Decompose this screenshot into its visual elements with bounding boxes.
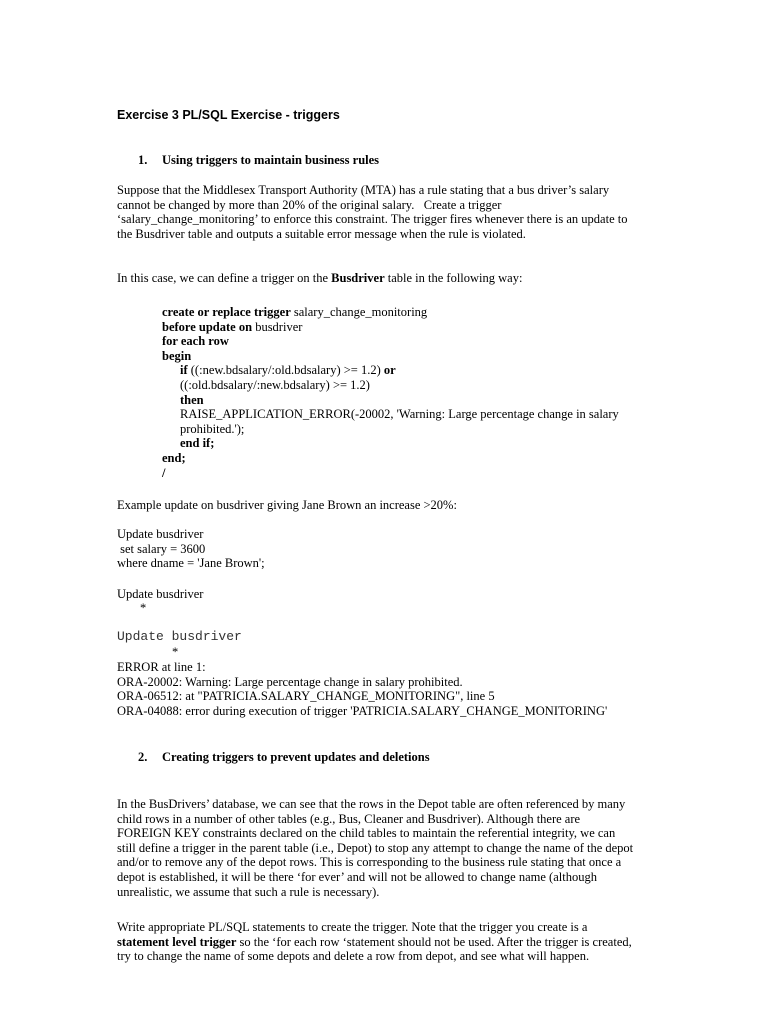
code-line-11: [162, 451, 186, 466]
sqlplus-error-pointer: *: [172, 645, 179, 659]
paragraph-line: the Busdriver table and outputs a suitable error message when the rule is violated.: [117, 226, 526, 241]
paragraph-line: still define a trigger in the parent table (i.e., Depot) to stop any attempt to change the name of the depot: [117, 840, 634, 855]
code-keyword: before update on: [162, 319, 253, 334]
code-line-10: [180, 436, 214, 451]
code-keyword: end;: [162, 451, 186, 465]
update-line-1: Update busdriver: [117, 527, 204, 541]
code-line-1: [162, 305, 427, 320]
paragraph-line: try to change the name of some depots and delete a row from depot, and see what will happen.: [117, 949, 590, 964]
paragraph-line: ‘salary_change_monitoring’ to enforce this constraint. The trigger fires whenever there is an update to: [117, 212, 628, 227]
sqlplus-echo-line: Update busdriver: [117, 629, 242, 644]
code-line-4: [162, 349, 191, 364]
code-line-2: [162, 320, 302, 335]
paragraph-line: Suppose that the Middlesex Transport Authority (MTA) has a rule stating that a bus driver’s salary: [117, 183, 610, 197]
code-keyword: then: [180, 392, 204, 407]
error-line-3: ORA-06512: at "PATRICIA.SALARY_CHANGE_MONITORING", line 5: [117, 689, 495, 704]
paragraph-line: unrealistic, we assume that such a rule is necessary).: [117, 884, 380, 899]
code-line-12: [162, 466, 165, 481]
paragraph-line: FOREIGN KEY constraints declared on the child tables to maintain the referential integrity, we can: [117, 826, 616, 841]
example-label: Example update on busdriver giving Jane Brown an increase >20%:: [117, 498, 457, 512]
paragraph-line: Write appropriate PL/SQL statements to create the trigger. Note that the trigger you create is a: [117, 920, 588, 934]
update-line-2: set salary = 3600: [117, 541, 206, 556]
intro-table-name: Busdriver: [331, 271, 385, 285]
code-keyword: for each row: [162, 334, 229, 349]
paragraph-line: child rows in a number of other tables (e.g., Bus, Cleaner and Busdriver). Although there are: [117, 811, 581, 826]
code-text: ((:old.bdsalary/:new.bdsalary) >= 1.2): [180, 378, 370, 392]
code-keyword: end if;: [180, 436, 215, 451]
trigger-intro: [117, 271, 522, 286]
paragraph-line: cannot be changed by more than 20% of the original salary. Create a trigger: [117, 197, 502, 212]
section-1-heading: Using triggers to maintain business rules: [162, 153, 380, 167]
code-text: ((:new.bdsalary/:old.bdsalary) >= 1.2): [187, 363, 384, 378]
code-keyword: /: [162, 465, 166, 480]
code-text: RAISE_APPLICATION_ERROR(-20002, 'Warning: Large percentage change in salary: [180, 407, 619, 422]
code-keyword: begin: [162, 348, 192, 363]
paragraph-line: and/or to remove any of the depot rows. This is corresponding to the business rule stating that once a: [117, 855, 622, 870]
section-2-heading: Creating triggers to prevent updates and deletions: [162, 750, 430, 764]
code-line-9: [180, 422, 244, 437]
error-line-2: ORA-20002: Warning: Large percentage change in salary prohibited.: [117, 674, 463, 689]
code-text: prohibited.');: [180, 421, 245, 436]
code-line-6: [180, 378, 370, 393]
document-title: Exercise 3 PL/SQL Exercise - triggers: [117, 108, 340, 122]
paragraph-line: In the BusDrivers’ database, we can see that the rows in the Depot table are often referenced by many: [117, 797, 626, 811]
code-line-5: [180, 363, 396, 378]
intro-text: In this case, we can define a trigger on the: [117, 271, 332, 285]
section-1-paragraph: [117, 183, 653, 241]
code-line-7: [180, 393, 204, 408]
update-line-3: where dname = 'Jane Brown';: [117, 556, 265, 571]
paragraph-line: [117, 935, 653, 950]
code-text: salary_change_monitoring: [290, 305, 428, 319]
code-line-8: [180, 407, 619, 422]
section-2-paragraph-1: [117, 797, 653, 899]
paragraph-line: depot is established, it will be there ‘for ever’ and will not be allowed to change name (although: [117, 869, 597, 884]
code-keyword: if: [180, 363, 188, 378]
update-2-line: Update busdriver: [117, 587, 204, 601]
section-2-number: 2.: [138, 750, 148, 764]
error-line-1: ERROR at line 1:: [117, 660, 206, 674]
section-2-paragraph-2: [117, 920, 653, 964]
section-1-number: 1.: [138, 153, 148, 167]
code-keyword: or: [383, 363, 396, 378]
statement-level-trigger-term: statement level trigger: [117, 934, 237, 949]
intro-text-end: table in the following way:: [384, 271, 523, 285]
code-text: busdriver: [252, 319, 303, 334]
code-line-3: [162, 334, 229, 349]
paragraph-text: so the ‘for each row ‘statement should not be used. After the trigger is created,: [236, 934, 632, 949]
error-pointer: *: [140, 601, 147, 615]
code-keyword: create or replace trigger: [162, 305, 291, 319]
error-line-4: ORA-04088: error during execution of trigger 'PATRICIA.SALARY_CHANGE_MONITORING': [117, 703, 608, 718]
